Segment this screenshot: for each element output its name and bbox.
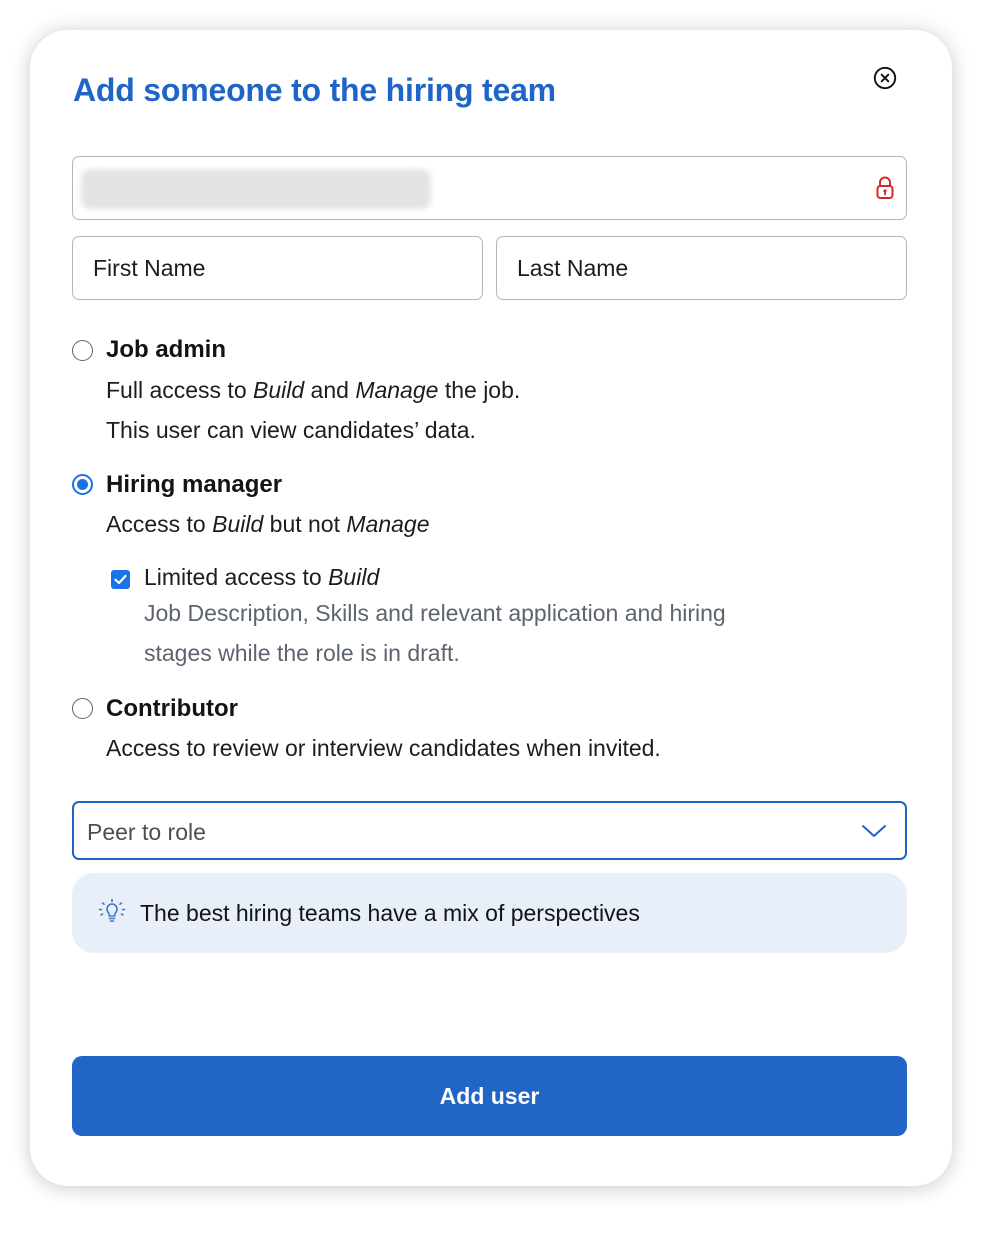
dialog-title: Add someone to the hiring team (73, 72, 556, 108)
limited-access-label: Limited access to Build (144, 564, 380, 590)
contributor-description: Access to review or interview candidates when invited. (106, 735, 661, 761)
first-name-input[interactable] (73, 237, 482, 299)
add-user-button[interactable]: Add user (72, 1056, 907, 1136)
last-name-input[interactable] (497, 237, 906, 299)
hiring-manager-label: Hiring manager (106, 471, 283, 498)
radio-contributor[interactable] (72, 698, 93, 719)
close-button[interactable] (873, 66, 897, 90)
radio-job-admin[interactable] (72, 340, 93, 361)
redacted-email-value (81, 169, 431, 209)
add-hiring-team-member-dialog (30, 30, 952, 1186)
email-field[interactable] (72, 156, 907, 220)
tip-banner (72, 873, 907, 953)
limited-access-description: Job Description, Skills and relevant application and hiring (144, 600, 726, 626)
lock-icon (872, 174, 898, 202)
chevron-down-icon (861, 823, 887, 839)
checkmark-icon (113, 572, 128, 587)
relationship-select-value: Peer to role (87, 819, 206, 845)
last-name-field[interactable] (496, 236, 907, 300)
radio-hiring-manager[interactable] (72, 474, 93, 495)
relationship-select[interactable] (72, 801, 907, 860)
job-admin-data-note: This user can view candidates’ data. (106, 417, 476, 443)
limited-access-checkbox[interactable] (111, 570, 130, 589)
limited-access-description-cont: stages while the role is in draft. (144, 640, 460, 666)
job-admin-description: Full access to Build and Manage the job. (106, 377, 521, 403)
hiring-manager-description: Access to Build but not Manage (106, 511, 430, 537)
close-circle-icon (873, 66, 897, 90)
tip-text: The best hiring teams have a mix of perspectives (140, 900, 640, 926)
contributor-label: Contributor (106, 695, 238, 722)
first-name-field[interactable] (72, 236, 483, 300)
job-admin-label: Job admin (106, 336, 227, 363)
lightbulb-icon (96, 898, 128, 926)
